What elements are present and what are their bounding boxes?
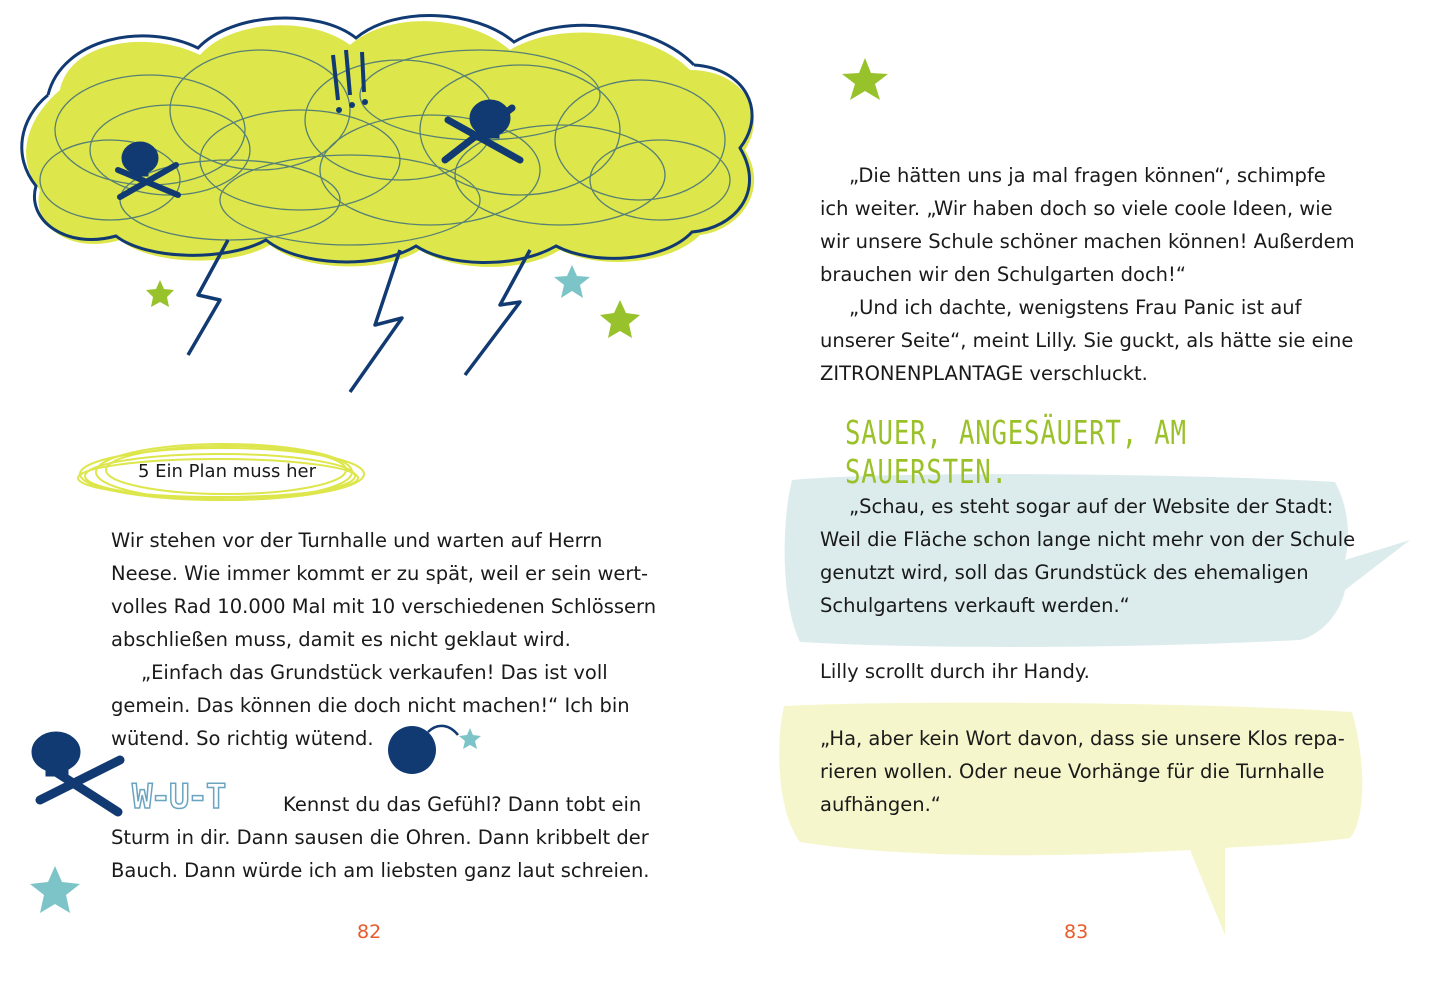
body-line: unserer Seite“, meint Lilly. Sie guckt, als hätte sie eine: [820, 329, 1354, 352]
bomb-icon: [388, 726, 458, 774]
body-line: Wir stehen vor der Turnhalle und warten auf Herrn: [111, 529, 603, 552]
body-line: wir unsere Schule schöner machen können! Außerdem: [820, 230, 1355, 253]
bubble-line: „Ha, aber kein Wort davon, dass sie unsere Klos repa-: [820, 727, 1345, 750]
body-line: ZITRONENPLANTAGE verschluckt.: [820, 362, 1148, 385]
body-line: volles Rad 10.000 Mal mit 10 verschiedenen Schlössern: [111, 595, 657, 618]
chapter-title: 5 Ein Plan muss her: [138, 461, 316, 482]
page-number-left: 82: [357, 921, 382, 943]
body-line: Neese. Wie immer kommt er zu spät, weil er sein wert-: [111, 562, 649, 585]
bubble-line: Schulgartens verkauft werden.“: [820, 594, 1130, 617]
body-line: „Einfach das Grundstück verkaufen! Das ist voll: [141, 661, 608, 684]
skull-crossbones-icon: [32, 732, 120, 812]
body-line: Sturm in dir. Dann sausen die Ohren. Dann kribbelt der: [111, 826, 649, 849]
body-line: ich weiter. „Wir haben doch so viele coole Ideen, wie: [820, 197, 1333, 220]
body-line: gemein. Das können die doch nicht machen!“ Ich bin: [111, 694, 630, 717]
body-line: „Und ich dachte, wenigstens Frau Panic ist auf: [849, 296, 1302, 319]
body-line: wütend. So richtig wütend.: [111, 727, 374, 750]
body-line: Bauch. Dann würde ich am liebsten ganz laut schreien.: [111, 859, 650, 882]
bubble-line: genutzt wird, soll das Grundstück des ehemaligen: [820, 561, 1309, 584]
body-line: brauchen wir den Schulgarten doch!“: [820, 263, 1186, 286]
body-line: „Die hätten uns ja mal fragen können“, schimpfe: [849, 164, 1326, 187]
bubble-line: Weil die Fläche schon lange nicht mehr von der Schule: [820, 528, 1356, 551]
body-line: abschließen muss, damit es nicht geklaut wird.: [111, 628, 571, 651]
bubble-line: „Schau, es steht sogar auf der Website der Stadt:: [849, 495, 1334, 518]
body-line: Lilly scrollt durch ihr Handy.: [820, 660, 1090, 683]
bubble-line: aufhängen.“: [820, 793, 941, 816]
page-number-right: 83: [1064, 921, 1089, 943]
bubble-line: rieren wollen. Oder neue Vorhänge für die Turnhalle: [820, 760, 1325, 783]
wut-label: W-U-T: [132, 777, 225, 817]
headline: SAUER, ANGESÄUERT, AM SAUERSTEN.: [845, 413, 1187, 491]
storm-cloud-illustration: [22, 16, 754, 267]
body-line: Kennst du das Gefühl? Dann tobt ein: [283, 793, 642, 816]
